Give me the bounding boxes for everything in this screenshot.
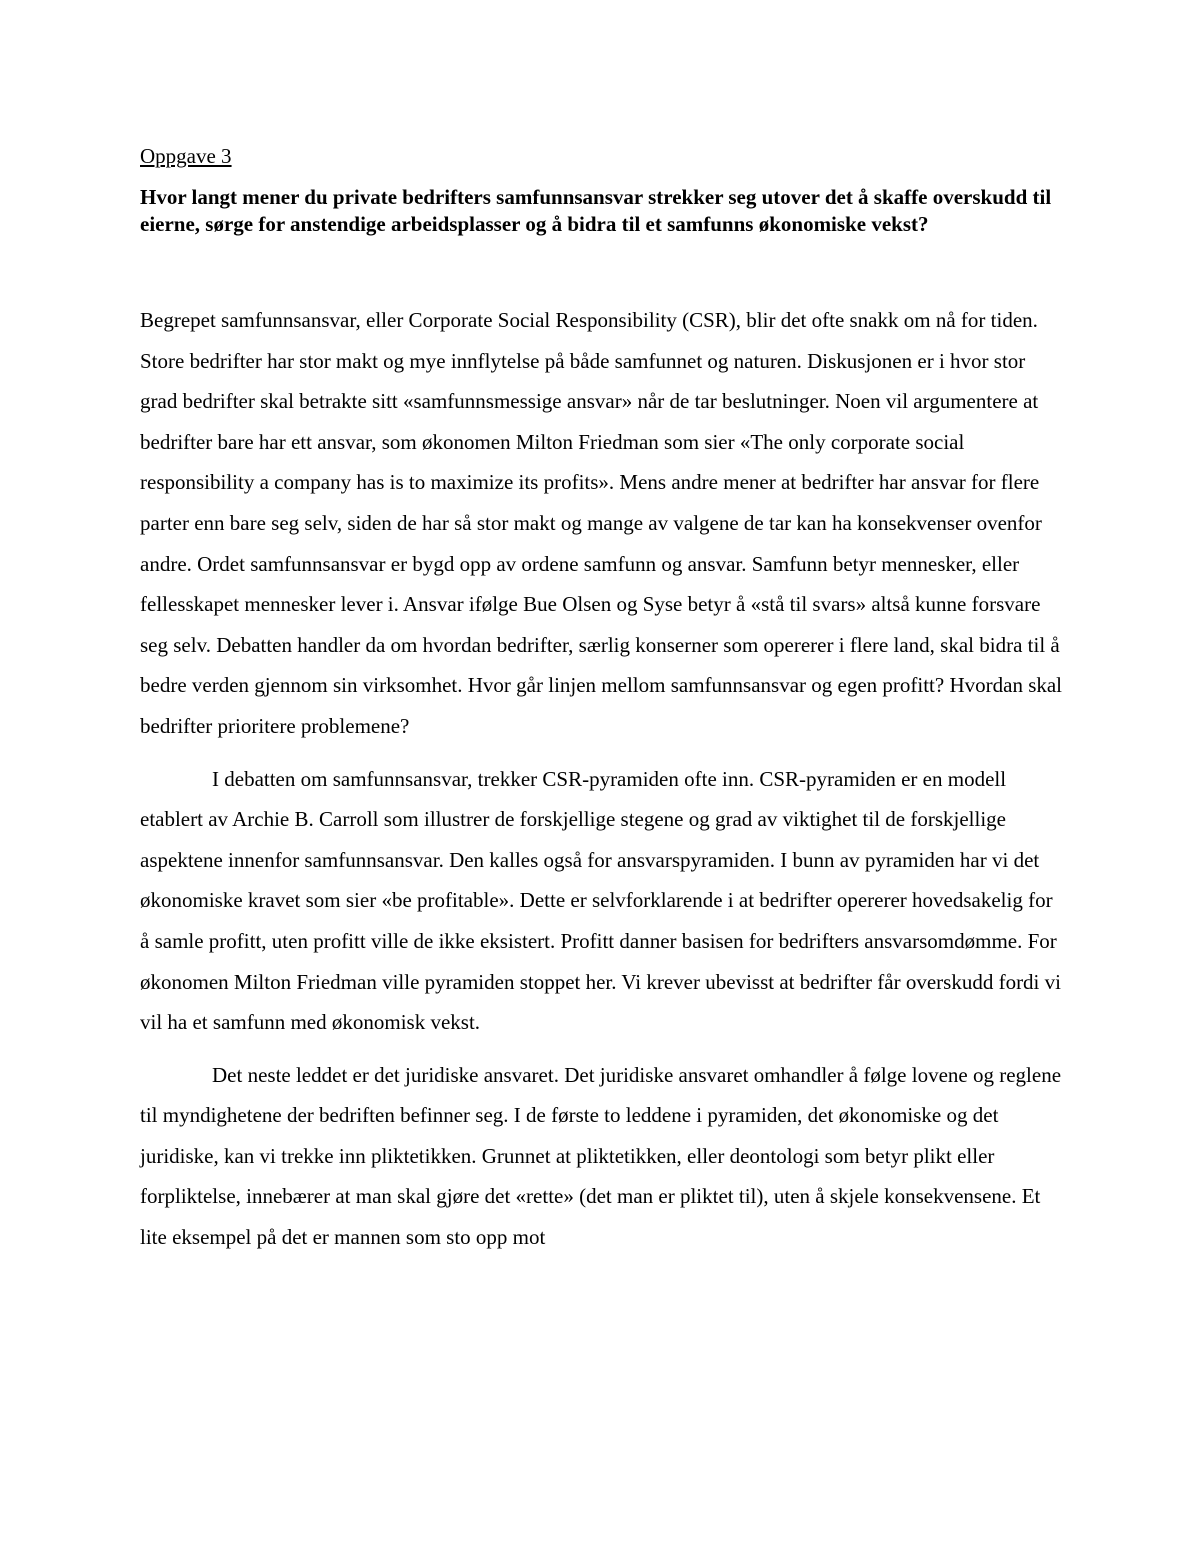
spacer [140,238,1065,300]
assignment-question: Hvor langt mener du private bedrifters samfunnsansvar strekker seg utover det å skaffe overskudd til eierne, sørge for anstendige arbeidsplasser og å bidra til et samfunns økonomiske vekst? [140,185,1052,236]
paragraph-csr-pyramid: I debatten om samfunnsansvar, trekker CSR-pyramiden ofte inn. CSR-pyramiden er en modell etablert av Archie B. Carroll som illustrer de forskjellige stegene og grad av viktighet til de forskjellige aspektene innenfor samfunnsansvar. Den kalles også for ansvarspyramiden. I bunn av pyramiden har vi det økonomiske kravet som sier «be profitable». Dette er selvforklarende i at bedrifter opererer hovedsakelig for å samle profitt, uten profitt ville de ikke eksistert. Profitt danner basisen for bedrifters ansvarsomdømme. For økonomen Milton Friedman ville pyramiden stoppet her. Vi krever ubevisst at bedrifter får overskudd fordi vi vil ha et samfunn med økonomisk vekst. [140,766,1061,1035]
paragraph-intro: Begrepet samfunnsansvar, eller Corporate Social Responsibility (CSR), blir det ofte snakk om nå for tiden. Store bedrifter har stor makt og mye innflytelse på både samfunnet og naturen. Diskusjonen er i hvor stor grad bedrifter skal betrakte sitt «samfunnsmessige ansvar» når de tar beslutninger. Noen vil argumentere at bedrifter bare har ett ansvar, som økonomen Milton Friedman som sier «The only corporate social responsibility a company has is to maximize its profits». Mens andre mener at bedrifter har ansvar for flere parter enn bare seg selv, siden de har så stor makt og mange av valgene de tar kan ha konsekvenser ovenfor andre. Ordet samfunnsansvar er bygd opp av ordene samfunn og ansvar. Samfunn betyr mennesker, eller fellesskapet mennesker lever i. Ansvar ifølge Bue Olsen og Syse betyr å «stå til svars» altså kunne forsvare seg selv. Debatten handler da om hvordan bedrifter, særlig konserner som opererer i flere land, skal bidra til å bedre verden gjennom sin virksomhet. Hvor går linjen mellom samfunnsansvar og egen profitt? Hvordan skal bedrifter prioritere problemene? [140,308,1063,738]
assignment-heading: Oppgave 3 [140,144,232,168]
document-page [140,142,1065,1270]
paragraph-legal-responsibility: Det neste leddet er det juridiske ansvaret. Det juridiske ansvaret omhandler å følge lovene og reglene til myndighetene der bedriften befinner seg. I de første to leddene i pyramiden, det økonomiske og det juridiske, kan vi trekke inn pliktetikken. Grunnet at pliktetikken, eller deontologi som betyr plikt eller forpliktelse, innebærer at man skal gjøre det «rette» (det man er pliktet til), uten å skjele konsekvensene. Et lite eksempel på det er mannen som sto opp mot [140,1062,1062,1250]
